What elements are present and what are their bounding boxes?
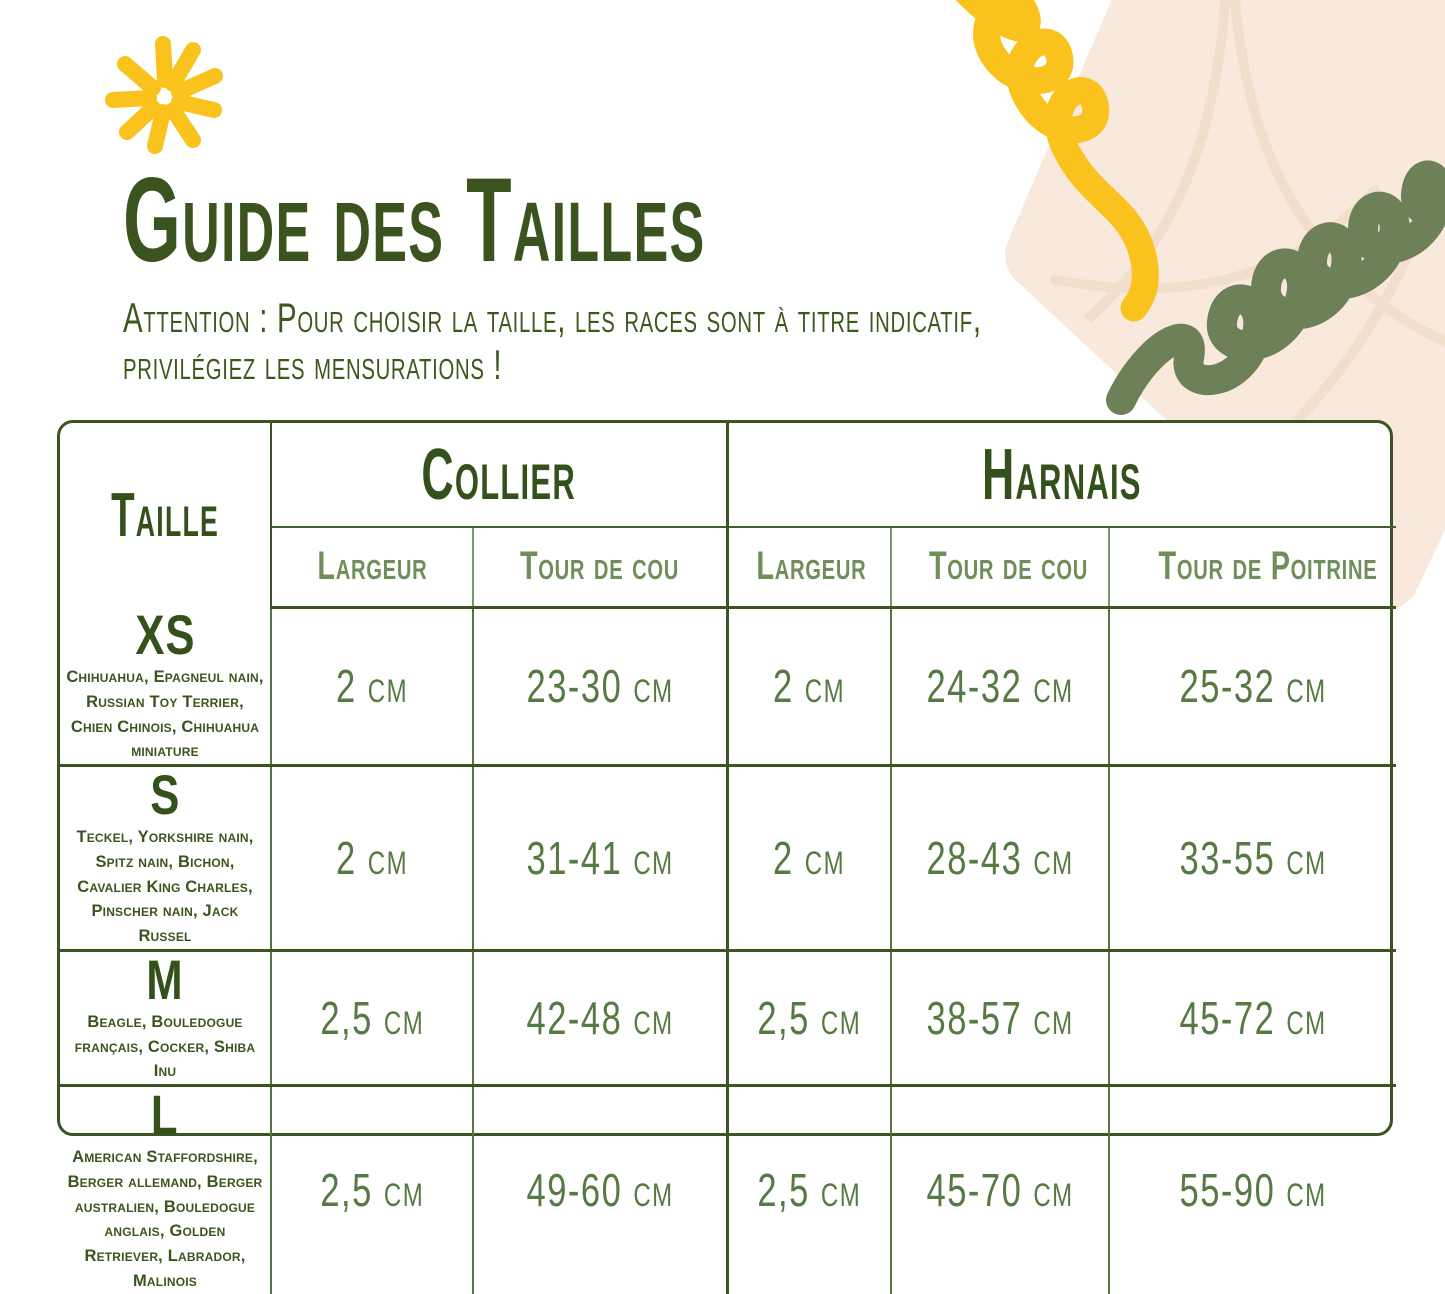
value-cell: 33-55 cm [1109,766,1396,951]
size-label: XS [135,603,195,666]
value-cell: 2,5 cm [271,950,473,1085]
value-cell: 25-32 cm [1109,607,1396,766]
table-row-m [60,950,1396,1085]
value-cell: 49-60 cm [473,1086,727,1294]
value-cell: 42-48 cm [473,950,727,1085]
breeds-list: Teckel, Yorkshire nain, Spitz nain, Bichon, Cavalier King Charles, Pinscher nain, Jack Russel [76,828,254,945]
value-cell: 2,5 cm [271,1086,473,1294]
value-cell: 2 cm [271,766,473,951]
value-cell: 45-70 cm [891,1086,1109,1294]
column-header-harnais-tour-de-poitrine: Tour de Poitrine [1109,527,1396,607]
size-cell-l [60,1083,271,1294]
breeds-list: American Staffordshire, Berger allemand, Berger australien, Bouledogue anglais, Golden Retriever, Labrador, Malinois [67,1148,263,1290]
column-header-collier-tour-de-cou: Tour de cou [473,527,727,607]
group-header-harnais: Harnais [727,423,1396,527]
size-cell-xs [60,603,271,766]
column-header-harnais-largeur: Largeur [727,527,891,607]
column-header-taille: Taille [60,423,271,607]
table-row-s [60,766,1396,951]
page-title: Guide des Tailles [123,153,706,287]
size-warning [123,294,1350,388]
size-label: S [150,763,180,826]
value-cell: 45-72 cm [1109,950,1396,1085]
value-cell: 2 cm [727,607,891,766]
table-row-xs [60,607,1396,766]
breeds-list: Chihuahua, Epagneul nain, Russian Toy Terrier, Chien Chinois, Chihuahua miniature [66,668,264,761]
size-warning-line-2: privilégiez les mensurations ! [123,341,503,389]
value-cell: 2,5 cm [727,1086,891,1294]
value-cell: 55-90 cm [1179,1164,1327,1217]
table-row-l [60,1086,1396,1294]
size-cell-m [60,947,271,1085]
value-cell: 28-43 cm [891,766,1109,951]
column-header-collier-largeur: Largeur [271,527,473,607]
size-guide-table [57,420,1393,1290]
sun-burst-icon [95,28,235,163]
breeds-list: Beagle, Bouledogue français, Cocker, Shiba Inu [74,1012,256,1081]
value-cell: 2 cm [271,607,473,766]
value-cell: 23-30 cm [473,607,727,766]
value-cell: 2 cm [727,766,891,951]
size-label: L [151,1083,179,1146]
size-label: M [146,947,184,1011]
heading-block [123,153,1350,389]
column-header-harnais-tour-de-cou: Tour de cou [891,527,1109,607]
value-cell: 2,5 cm [727,950,891,1085]
value-cell: 38-57 cm [891,950,1109,1085]
size-cell-s [60,763,271,951]
size-warning-line-1: Attention : Pour choisir la taille, les races sont à titre indicatif, [123,294,982,341]
value-cell: 31-41 cm [473,766,727,951]
value-cell: 24-32 cm [891,607,1109,766]
group-header-collier: Collier [271,423,727,527]
